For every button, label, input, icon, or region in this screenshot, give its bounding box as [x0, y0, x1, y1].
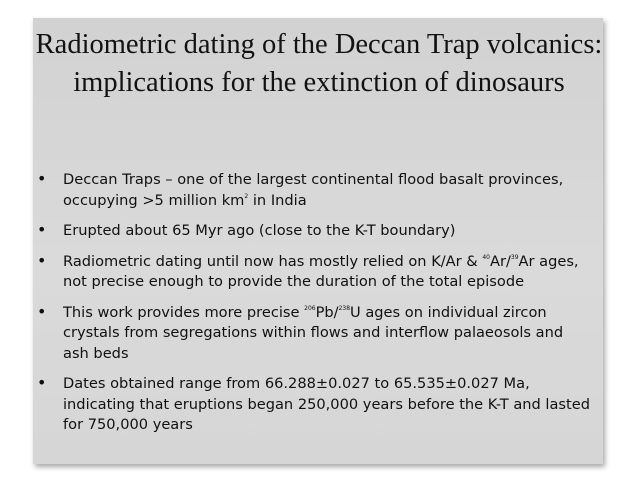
bullet-text: Radiometric dating until now has mostly relied on K/Ar &	[63, 252, 483, 270]
bullet-list	[0, 170, 638, 448]
bullet-text: Pb/	[315, 303, 339, 321]
superscript: 206	[304, 304, 316, 312]
bullet-item	[0, 252, 593, 293]
bullet-text: Erupted about 65 Myr ago (close to the K-T boundary)	[63, 222, 456, 239]
bullet-text: Ar ages, not precise enough to provide the duration of the total episode	[63, 252, 579, 290]
superscript: 40	[482, 253, 490, 261]
bullet-item	[0, 374, 593, 436]
bullet-text: Deccan Traps – one of the largest continental flood basalt provinces, occupying >5 million km	[63, 171, 564, 209]
bullet-text: Ar/	[489, 252, 511, 270]
bullet-item	[0, 170, 593, 211]
superscript: 2	[244, 192, 249, 200]
bullet-item	[0, 221, 593, 242]
bullet-item	[0, 303, 593, 365]
bullet-text: in India	[248, 191, 307, 209]
bullet-text: Dates obtained range from 66.288±0.027 to 65.535±0.027 Ma, indicating that eruptions began 250,000 years before the K-T and lasted for 750,000 years	[63, 375, 590, 433]
superscript: 238	[338, 304, 351, 312]
bullet-text: U ages on individual zircon crystals from segregations within flows and interflow palaeosols and ash beds	[63, 303, 564, 362]
bullet-text: This work provides more precise	[63, 303, 305, 321]
slide-title: Radiometric dating of the Deccan Trap volcanics: implications for the extinction of dinosaurs	[35, 29, 603, 98]
superscript: 39	[510, 253, 519, 261]
